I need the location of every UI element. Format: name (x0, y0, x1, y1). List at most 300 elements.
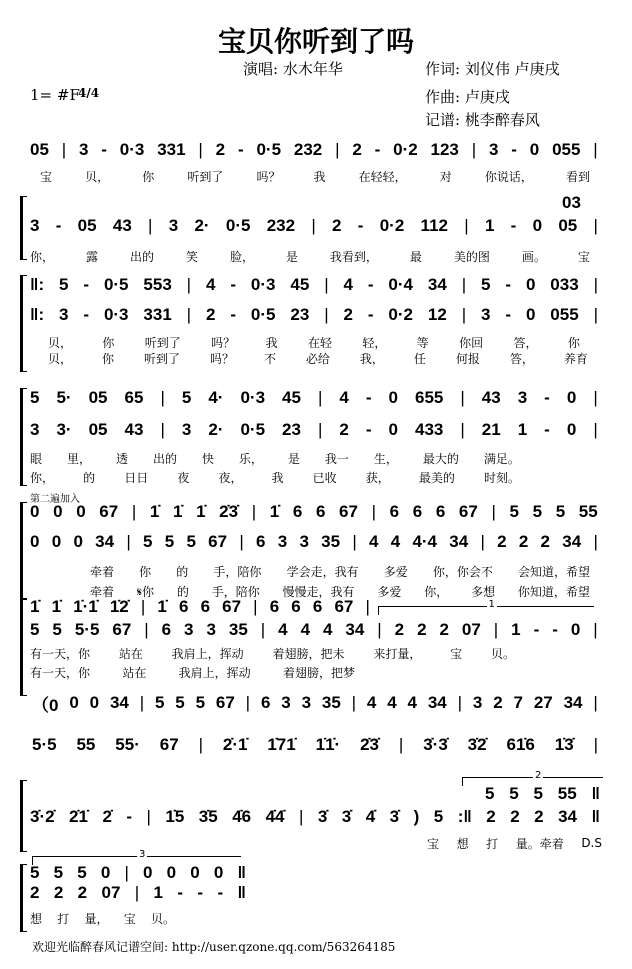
lyric-syllable: 学会走，我有 (286, 564, 359, 579)
note-group: 0 (532, 216, 543, 235)
note-group: 3 (59, 305, 69, 324)
notation-line (30, 596, 370, 618)
note-group: 0 (30, 532, 40, 551)
note-group: 5·5 (74, 620, 100, 639)
note-group: 4 (205, 275, 216, 294)
note-group: 0 (529, 140, 540, 159)
note-group: 5 (195, 693, 206, 712)
note-group: 4 (300, 620, 311, 639)
lyric-syllable: 的 (176, 584, 189, 599)
note-group: 0·2 (388, 305, 413, 324)
note-group: 4 (407, 693, 417, 712)
note-group: 6 (315, 502, 326, 521)
note-group: 4 (390, 532, 401, 551)
lyric-syllable: 来打量， (373, 646, 422, 661)
barline: | (491, 502, 496, 521)
note-group: 3 (517, 388, 528, 407)
note-group: 0·5 (250, 305, 276, 324)
note-group: 34 (558, 807, 578, 826)
note-group: 05 (88, 388, 108, 407)
notation-line (32, 734, 598, 756)
lyric-syllable: 手，陪你 (211, 584, 260, 599)
lyric-syllable: 在轻 (307, 335, 332, 350)
barline: | (460, 420, 465, 439)
lyric-syllable: 听到了 (144, 335, 181, 350)
barline: ‖: (30, 275, 45, 294)
barline: | (593, 140, 598, 159)
note-group: 1̇2̇ (109, 597, 129, 616)
note-group: 0 (570, 620, 581, 639)
note-group: - (55, 216, 62, 235)
note-group: 5 (485, 784, 495, 803)
note-group: 3 (277, 532, 288, 551)
system-bracket (20, 598, 27, 696)
note-group: 232 (266, 216, 296, 235)
lyric-syllable: 我肩上，挥动 (178, 665, 251, 680)
note-group: 6 (178, 597, 189, 616)
lyric-line (90, 563, 590, 579)
note-group: - (544, 420, 550, 439)
note-group: 3̇·3̇ (423, 735, 448, 754)
note-group: 0·2 (393, 140, 418, 159)
lyric-syllable: 快 (201, 451, 214, 466)
barline: | (461, 275, 467, 294)
lyric-syllable: 你 (101, 351, 114, 366)
note-group: 67 (222, 597, 242, 616)
note-group: 67 (112, 620, 132, 639)
note-group: 5 (186, 532, 196, 551)
lyric-syllable: 宝 (40, 169, 53, 184)
note-group: 433 (414, 420, 444, 439)
lyric-syllable: 站在 (118, 646, 143, 661)
note-group: 0 (100, 863, 111, 882)
note-group: 1̇·1̇ (73, 597, 98, 616)
lyric-syllable: 你， (30, 470, 55, 485)
lyric-syllable: 最 (409, 249, 422, 264)
note-group: 2 (497, 532, 507, 551)
note-group: 67 (208, 532, 228, 551)
lyric-syllable: 站在 (122, 665, 147, 680)
lyric-syllable: 你 (567, 335, 580, 350)
note-group: 4· (208, 388, 224, 407)
lyric-line (30, 664, 355, 680)
note-group: 2 (77, 883, 88, 902)
note-group: 6 (291, 597, 301, 616)
note-group: 5 (30, 863, 40, 882)
lyric-syllable: 任 (413, 351, 426, 366)
note-group: 0·2 (379, 216, 405, 235)
barline: | (311, 216, 316, 235)
barline: | (245, 693, 251, 712)
lyric-syllable: 想 (456, 836, 469, 851)
barline: | (324, 275, 329, 294)
lyric-syllable: 慢慢走，我有 (282, 584, 355, 599)
notation-line (30, 806, 600, 828)
note-group: 4 (387, 693, 397, 712)
lyricist: 作词: 刘仪伟 卢庚戌 (425, 60, 560, 78)
barline: | (148, 216, 153, 235)
lyric-syllable: D.S (581, 836, 602, 850)
note-group: 0 (76, 502, 86, 521)
lyric-syllable: 我， (359, 351, 384, 366)
note-group: 0 (388, 388, 398, 407)
barline: | (134, 883, 140, 902)
lyric-syllable: 贝， (48, 335, 73, 350)
lyric-syllable: 夜， (218, 470, 243, 485)
barline: | (593, 735, 598, 754)
lyric-syllable: 获， (365, 470, 390, 485)
note-group: 43 (112, 216, 132, 235)
note-group: 4 (366, 693, 377, 712)
lyric-syllable: 你知道，希望 (517, 584, 590, 599)
lyric-syllable: 听到了 (187, 169, 224, 184)
lyric-syllable: 多爱 (383, 564, 408, 579)
system-bracket (20, 388, 27, 486)
note-group: 5 (164, 532, 175, 551)
lyric-syllable: 贝， (85, 169, 110, 184)
barline: | (317, 388, 323, 407)
note-group: 0 (388, 420, 398, 439)
barline: | (377, 620, 382, 639)
lyric-syllable: 眼 (30, 451, 43, 466)
note-group: 4 (339, 388, 349, 407)
lyric-syllable: 你， (424, 584, 449, 599)
note-group: 0 (53, 502, 63, 521)
note-group: - (374, 140, 381, 159)
barline: ‖ (591, 784, 600, 803)
note-group: 1 (517, 420, 528, 439)
lyric-syllable: 我 (265, 335, 278, 350)
barline: | (140, 597, 146, 616)
lyric-syllable: 美的图 (453, 249, 490, 264)
lyric-syllable: 会知道，希望 (517, 564, 590, 579)
note-group: 6 (389, 502, 400, 521)
barline: | (371, 502, 376, 521)
lyric-syllable: 我看到， (329, 249, 378, 264)
lyric-syllable: 我肩上，挥动 (171, 646, 244, 661)
barline: | (593, 420, 598, 439)
note-group: - (217, 883, 224, 902)
notation-line (30, 139, 598, 161)
barline: | (160, 388, 165, 407)
note-group: 1̇3̇ (554, 735, 574, 754)
barline: | (593, 388, 598, 407)
lyric-syllable: 出的 (152, 451, 177, 466)
note-group: 07 (461, 620, 481, 639)
note-group: 0 (566, 388, 577, 407)
lyric-syllable: 听到了 (143, 351, 180, 366)
lyric-syllable: 宝 (450, 646, 463, 661)
lyric-syllable: 量。牵着 (515, 836, 564, 851)
lyric-syllable: 打 (486, 836, 499, 851)
lyric-syllable: 满足。 (483, 451, 520, 466)
song-title: 宝贝你听到了吗 (217, 25, 414, 58)
note-group: 2 (343, 305, 353, 324)
note-group: 0·5 (103, 275, 129, 294)
note-group: 3 (79, 140, 89, 159)
barline: | (352, 532, 357, 551)
lyric-syllable: 画。 (521, 249, 546, 264)
barline: | (253, 597, 258, 616)
volta-number: 2 (535, 770, 542, 781)
note-group: 6 (260, 693, 271, 712)
lyric-syllable: 等 (416, 335, 429, 350)
note-group: 4 (343, 275, 353, 294)
note-group: 2 (540, 532, 551, 551)
note-group: 3 (181, 420, 192, 439)
note-group: 4̇4̇ (265, 807, 285, 826)
note-group: 2 (352, 140, 362, 159)
note-group: 5 (509, 784, 519, 803)
note-group: 1̇1̇· (315, 735, 341, 754)
note-group: 55· (115, 735, 140, 754)
barline: | (351, 693, 357, 712)
lyric-syllable: 吗？ (209, 351, 234, 366)
note-group: 1̇ (51, 597, 62, 616)
note-group: 5 (30, 620, 40, 639)
note-group: 0·5 (225, 216, 251, 235)
note-group: 4·4 (412, 532, 438, 551)
lyric-syllable: 你回 (459, 335, 484, 350)
note-group: 2 (417, 620, 427, 639)
lyric-line (40, 168, 590, 184)
barline: | (324, 305, 329, 324)
notation-line (30, 215, 598, 237)
composer: 作曲: 卢庚戌 (425, 88, 510, 106)
note-group: 112 (420, 216, 448, 235)
note-group: 123 (430, 140, 459, 159)
note-group: 1̇71̇ (267, 735, 296, 754)
lyric-syllable: 有一天，你 (30, 646, 91, 661)
note-group: - (505, 275, 512, 294)
note-group: 5 (30, 388, 40, 407)
note-group: 21 (481, 420, 501, 439)
note-group: 2 (534, 807, 544, 826)
barline: | (365, 597, 370, 616)
barline: | (198, 735, 203, 754)
note-group: 3̇ (389, 807, 400, 826)
note-group: 4̇ (365, 807, 376, 826)
lyric-syllable: 着翅膀，把未 (272, 646, 345, 661)
note-group: 3̇5 (198, 807, 218, 826)
lyric-syllable: 最大的 (422, 451, 459, 466)
note-group: 033 (550, 275, 579, 294)
note-group: 2 (339, 420, 349, 439)
notation-line (30, 619, 598, 641)
barline: | (464, 216, 469, 235)
note-group: 0 (525, 305, 536, 324)
note-group: 27 (533, 693, 553, 712)
barline: | (124, 863, 129, 882)
lyric-syllable: 想 (30, 911, 43, 926)
note-group: 331 (143, 305, 172, 324)
note-group: 3 (301, 693, 312, 712)
lyric-syllable: 我一 (324, 451, 349, 466)
note-group: （0 (32, 695, 59, 715)
note-group: 2 (332, 216, 342, 235)
note-group: - (367, 275, 374, 294)
note-group: 6 (312, 597, 323, 616)
note-group: - (367, 305, 374, 324)
barline: | (593, 275, 598, 294)
notation-line (30, 387, 598, 409)
note-group: 55 (578, 502, 598, 521)
key-signature: 1= #F (30, 86, 80, 104)
note-group: 1̇ (269, 502, 280, 521)
lyric-syllable: 时刻。 (483, 470, 520, 485)
lyric-syllable: 牵着 (90, 584, 115, 599)
lyric-syllable: 是 (285, 249, 298, 264)
lyric-syllable: 的 (176, 564, 189, 579)
lyric-syllable: 有一天，你 (30, 665, 91, 680)
notation-line (30, 501, 598, 523)
barline: | (298, 807, 304, 826)
note-group: 0·3 (250, 275, 276, 294)
barline: | (593, 620, 598, 639)
note-group: - (544, 388, 550, 407)
lyric-syllable: 宝 (577, 249, 590, 264)
note-group: 34 (95, 532, 115, 551)
note-group: 553 (143, 275, 172, 294)
note-group: 3 (168, 216, 179, 235)
lyric-syllable: 露 (85, 249, 98, 264)
lyric-syllable: 多爱 (377, 584, 402, 599)
lyric-syllable: 答， (509, 351, 534, 366)
lyric-syllable: 你， (30, 249, 55, 264)
note-group: 4 (369, 532, 379, 551)
note-group: 0·5 (256, 140, 282, 159)
note-group: 55 (557, 784, 577, 803)
transcriber: 记谱: 桃李醉春风 (425, 111, 540, 129)
note-group: 5 (181, 388, 192, 407)
notation-line (30, 531, 598, 553)
barline: | (335, 140, 340, 159)
note-group: 4 (278, 620, 288, 639)
lyric-syllable: 贝， (48, 351, 73, 366)
barline: | (260, 620, 266, 639)
note-group: 3 (206, 620, 216, 639)
barline: | (398, 735, 404, 754)
lyric-syllable: 𝄋你 (136, 584, 155, 599)
note-group: 0·3 (240, 388, 266, 407)
note-group: 35 (321, 693, 341, 712)
note-group: 5 (509, 502, 519, 521)
note-group: - (365, 388, 372, 407)
system-bracket (20, 780, 27, 852)
note-group: 0 (69, 693, 79, 712)
notation-line (485, 783, 600, 805)
note-group: 5 (433, 807, 444, 826)
note-group: 0 (73, 532, 83, 551)
lyric-line (30, 910, 175, 926)
note-group: 2̇3̇ (360, 735, 379, 754)
note-group: 3̇·2̇ (30, 807, 55, 826)
note-group: 6 (256, 532, 266, 551)
note-group: 4 (322, 620, 333, 639)
barline: | (317, 420, 323, 439)
note-group: - (83, 275, 90, 294)
note-group: 2 (518, 532, 529, 551)
notation-line (32, 692, 598, 714)
notation-line (30, 862, 246, 884)
note-group: 3 (488, 140, 499, 159)
note-group: 05 (30, 140, 49, 159)
note-group: 2 (439, 620, 449, 639)
note-group: 2 (486, 807, 496, 826)
note-group: 5 (143, 532, 153, 551)
note-group: 6 (161, 620, 172, 639)
section-label: 第二遍加入 (30, 494, 80, 505)
note-group: 055 (550, 305, 579, 324)
barline: ‖ (237, 883, 246, 902)
note-group: 2 (215, 140, 226, 159)
notation-line (30, 274, 598, 296)
note-group: 331 (157, 140, 186, 159)
lyric-syllable: 你 (102, 335, 115, 350)
note-group: 34 (427, 693, 447, 712)
barline: | (144, 620, 149, 639)
volta-bracket (378, 599, 594, 615)
note-group: - (83, 305, 90, 324)
notation-line (30, 882, 246, 904)
note-group: - (101, 140, 107, 159)
note-group: 67 (334, 597, 354, 616)
lyric-syllable: 你 (139, 564, 152, 579)
note-group: 67 (159, 735, 179, 754)
lyric-syllable: 你 (142, 169, 155, 184)
note-group: 34 (427, 275, 447, 294)
barline: | (139, 693, 145, 712)
note-group: 2 (493, 693, 503, 712)
note-group: 5 (175, 693, 185, 712)
volta-number: 3 (139, 849, 146, 860)
note-group: 3 (281, 693, 291, 712)
note-group: 5 (53, 863, 64, 882)
note-group: 1̇ (30, 597, 40, 616)
note-group: 2· (208, 420, 224, 439)
note-group: 1̇ (196, 502, 206, 521)
note-group: 45 (290, 275, 310, 294)
note-group: 0 (190, 863, 200, 882)
barline: | (186, 275, 192, 294)
note-group: ) (413, 807, 420, 826)
barline: | (251, 502, 257, 521)
note-group: 07 (101, 883, 121, 902)
note-group: 1 (153, 883, 164, 902)
lyric-syllable: 的 (83, 470, 96, 485)
lyric-line (30, 645, 515, 661)
lyric-syllable: 着翅膀，把梦 (282, 665, 355, 680)
note-group: 5 (533, 784, 543, 803)
note-group: 3̇ (341, 807, 352, 826)
footer-link[interactable]: 欢迎光临醉春风记谱空间: http://user.qzone.qq.com/563264185 (32, 940, 396, 954)
note-group: 67 (99, 502, 119, 521)
note-group: 65 (124, 388, 144, 407)
note-group: 43 (481, 388, 501, 407)
barline: ‖ (237, 863, 246, 882)
note-group: 0 (213, 863, 224, 882)
lyric-syllable: 出的 (129, 249, 154, 264)
lyric-syllable: 答， (513, 335, 538, 350)
note-group: 2̇1̇ (69, 807, 88, 826)
note-group: 1̇5 (165, 807, 185, 826)
note-group: - (357, 216, 364, 235)
note-group: 1̇ (172, 502, 183, 521)
lyric-syllable: 夜 (177, 470, 190, 485)
note-group: 5 (555, 502, 566, 521)
note-group: 35 (321, 532, 341, 551)
note-group: 1̇ (157, 597, 167, 616)
